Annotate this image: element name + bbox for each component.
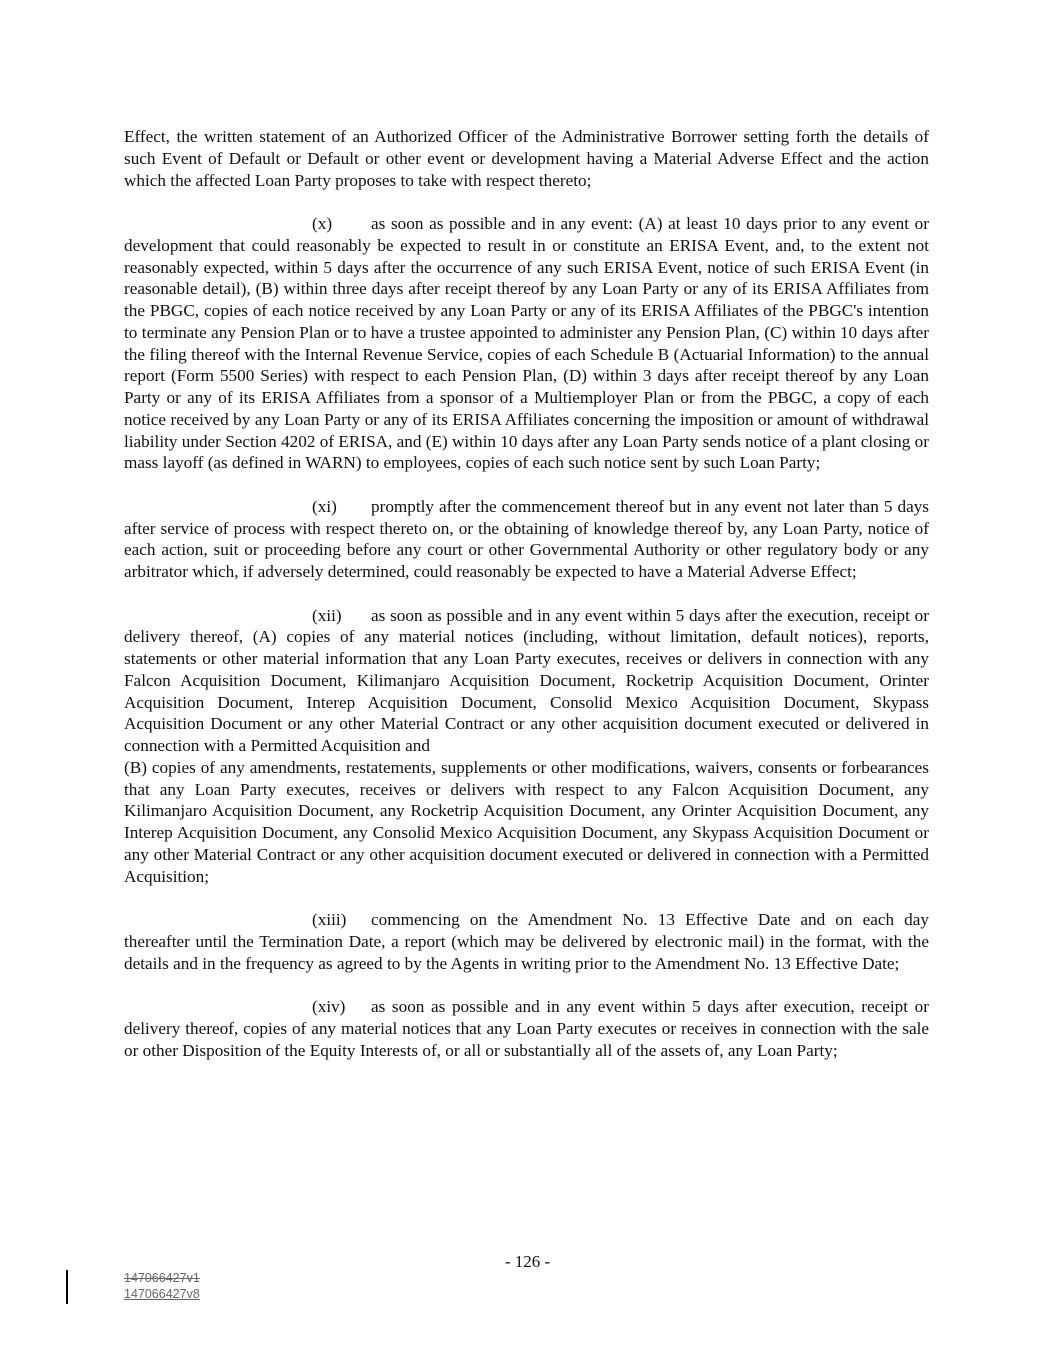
paragraph-label: (xiii) <box>312 910 347 929</box>
paragraph-label: (xii) <box>312 605 342 625</box>
paragraph-xii <box>124 605 929 757</box>
paragraph-text: (B) copies of any amendments, restatements, supplements or other modifications, waivers, consents or forbearances that any Loan Party executes, receives or delivers with respect to any Falcon Acquisition Document, any Kilimanjaro Acquisition Document, any Rocketrip Acquisition Document, any Orinter Acquisition Document, any Interep Acquisition Document, any Consolid Mexico Acquisition Document, any Skypass Acquisition Document or any other Material Contract or any other acquisition document executed or delivered in connection with a Permitted Acquisition; <box>124 757 929 886</box>
paragraph-label: (x) <box>312 214 333 233</box>
paragraph-continued <box>124 126 929 191</box>
paragraph-text: as soon as possible and in any event within 5 days after execution, receipt or delivery thereof, copies of any material notices that any Loan Party executes or receives in connection with the sale or other Disposition of the Equity Interests of, or all or substantially all of the assets of, any Loan Party; <box>124 997 929 1060</box>
paragraph-xiv <box>124 996 929 1061</box>
paragraph-xi <box>124 496 929 583</box>
paragraph-xii-continuation <box>124 757 929 888</box>
change-bar <box>66 1270 68 1304</box>
paragraph-x <box>124 213 929 474</box>
paragraph-label: (xi) <box>312 496 337 516</box>
doc-id-old: 147066427v1 <box>124 1271 200 1285</box>
paragraph-xiii <box>124 909 929 974</box>
paragraph-text: commencing on the Amendment No. 13 Effective Date and on each day thereafter until the Termination Date, a report (which may be delivered by electronic mail) in the format, with the details and in the frequency as agreed to by the Agents in writing prior to the Amendment No. 13 Effective Date; <box>124 910 929 973</box>
paragraph-text: promptly after the commencement thereof but in any event not later than 5 days after service of process with respect thereto on, or the obtaining of knowledge thereof by, any Loan Party, notice of each action, suit or proceeding before any court or other Governmental Authority or other regulatory body or any arbitrator which, if adversely determined, could reasonably be expected to have a Material Adverse Effect; <box>124 496 929 581</box>
paragraph-text: as soon as possible and in any event: (A) at least 10 days prior to any event or development that could reasonably be expected to result in or constitute an ERISA Event, and, to the extent not reasonably expected, within 5 days after the occurrence of any such ERISA Event, notice of such ERISA Event (in reasonable detail), (B) within three days after receipt thereof by any Loan Party or any of its ERISA Affiliates from the PBGC, copies of each notice received by any Loan Party or any of its ERISA Affiliates of the PBGC's intention to terminate any Pension Plan or to have a trustee appointed to administer any Pension Plan, (C) within 10 days after the filing thereof with the Internal Revenue Service, copies of each Schedule B (Actuarial Information) to the annual report (Form 5500 Series) with respect to each Pension Plan, (D) within 3 days after receipt thereof by any Loan Party or any of its ERISA Affiliates from a sponsor of a Multiemployer Plan or from the PBGC, a copy of each notice received by any Loan Party or any of its ERISA Affiliates concerning the imposition or amount of withdrawal liability under Section 4202 of ERISA, and (E) within 10 days after any Loan Party sends notice of a plant closing or mass layoff (as defined in WARN) to employees, copies of each such notice sent by such Loan Party; <box>124 214 929 473</box>
paragraph-text: as soon as possible and in any event within 5 days after the execution, receipt or delivery thereof, (A) copies of any material notices (including, without limitation, default notices), reports, statements or other material information that any Loan Party executes, receives or delivers in connection with any Falcon Acquisition Document, Kilimanjaro Acquisition Document, Rocketrip Acquisition Document, Orinter Acquisition Document, Interep Acquisition Document, Consolid Mexico Acquisition Document, Skypass Acquisition Document or any other Material Contract or any other acquisition document executed or delivered in connection with a Permitted Acquisition and <box>124 605 929 755</box>
page-number: - 126 - <box>504 1252 551 1271</box>
paragraph-label: (xiv) <box>312 997 346 1016</box>
doc-id-new: 147066427v8 <box>124 1287 200 1301</box>
paragraph-text: Effect, the written statement of an Authorized Officer of the Administrative Borrower setting forth the details of such Event of Default or Default or other event or development having a Material Adverse Effect and the action which the affected Loan Party proposes to take with respect thereto; <box>124 127 929 190</box>
document-body <box>124 126 929 1083</box>
document-ids <box>124 1270 200 1302</box>
